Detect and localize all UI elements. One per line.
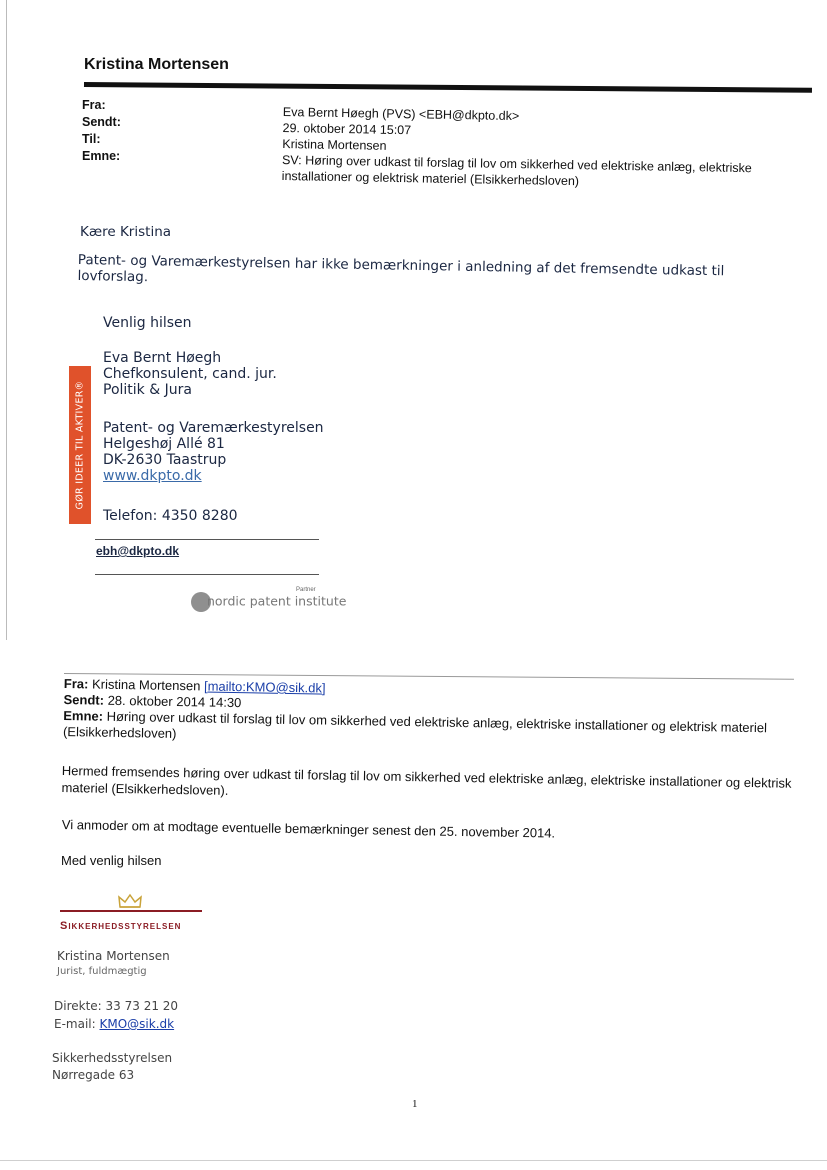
crown-icon	[117, 893, 143, 909]
km-email-link[interactable]: KMO@sik.dk	[99, 1017, 175, 1031]
signature-city: DK-2630 Taastrup	[103, 452, 227, 468]
page-edge	[6, 0, 7, 640]
sikkerhedsstyrelsen-logo: Sikkerhedsstyrelsen	[60, 920, 182, 932]
mailto-link[interactable]: [mailto:KMO@sik.dk]	[203, 678, 326, 696]
to-label: Til:	[82, 132, 101, 146]
header-rule	[84, 82, 812, 93]
website-link[interactable]: www.dkpto.dk	[103, 468, 202, 484]
sent-label: Sendt:	[82, 115, 121, 129]
forwarded-sent-value: 28. oktober 2014 14:30	[107, 692, 242, 711]
forwarded-sent-label: Sendt:	[63, 691, 105, 708]
divider	[95, 539, 319, 540]
logo-line	[60, 910, 202, 912]
km-email	[54, 1017, 174, 1031]
partner-logo	[191, 592, 346, 612]
forwarded-from-label: Fra:	[63, 676, 89, 692]
signature-address: Helgeshøj Allé 81	[103, 436, 225, 452]
signature-phone: Telefon: 4350 8280	[103, 508, 238, 524]
forwarded-subject-value: Høring over udkast til forslag til lov om sikkerhed ved elektriske anlæg, elektriske installationer og elektrisk materiel (Elsikkerhedsloven)	[62, 708, 768, 741]
signature-closing: Venlig hilsen	[103, 315, 192, 331]
forwarded-from-name: Kristina Mortensen	[91, 676, 201, 694]
signature-org: Patent- og Varemærkestyrelsen	[103, 420, 324, 436]
km-phone: Direkte: 33 73 21 20	[54, 999, 179, 1013]
forwarded-body-1: Hermed fremsendes høring over udkast til forslag til lov om sikkerhed ved elektriske anlæg, elektriske installationer og elektrisk materiel (Elsikkerhedsloven).	[61, 762, 792, 798]
sent-value: 29. oktober 2014 15:07	[282, 120, 412, 138]
sender-name: Kristina Mortensen	[84, 56, 229, 73]
forwarded-header	[63, 676, 784, 753]
km-org: Sikkerhedsstyrelsen	[52, 1051, 173, 1065]
badge-text: GØR IDEER TIL AKTIVER®	[74, 380, 86, 510]
subject-label: Emne:	[82, 149, 121, 163]
dkpto-badge	[69, 366, 91, 524]
km-title: Jurist, fuldmægtig	[57, 966, 147, 977]
forwarded-subject-label: Emne:	[63, 707, 104, 724]
greeting: Kære Kristina	[80, 224, 172, 240]
divider	[95, 574, 319, 575]
forwarded-closing: Med venlig hilsen	[61, 853, 162, 868]
signature-org-block	[103, 420, 324, 484]
to-value: Kristina Mortensen	[282, 136, 387, 153]
from-value: Eva Bernt Høegh (PVS) <EBH@dkpto.dk>	[282, 104, 520, 124]
page-bottom-edge	[0, 1160, 827, 1161]
email-link[interactable]: ebh@dkpto.dk	[96, 544, 180, 558]
subject-value: SV: Høring over udkast til forslag til lov om sikkerhed ved elektriske anlæg, elektriske installationer og elektrisk materiel (Elsikkerhedsloven)	[281, 152, 752, 189]
km-name: Kristina Mortensen	[57, 949, 170, 963]
header-values	[282, 104, 763, 192]
partner-label: Partner	[296, 587, 316, 593]
from-label: Fra:	[82, 98, 106, 112]
signature-person	[103, 350, 277, 398]
header-labels	[82, 97, 121, 165]
signature-department: Politik & Jura	[103, 382, 192, 398]
signature-name: Eva Bernt Høegh	[103, 350, 222, 366]
signature-title: Chefkonsulent, cand. jur.	[103, 366, 277, 382]
forwarded-body-2: Vi anmoder om at modtage eventuelle bemærkninger senest den 25. november 2014.	[61, 816, 556, 841]
km-email-label: E-mail:	[54, 1017, 96, 1031]
km-address: Nørregade 63	[52, 1068, 135, 1082]
reply-body: Patent- og Varemærkestyrelsen har ikke bemærkninger i anledning af det fremsendte udkast til lovforslag.	[77, 252, 725, 286]
page-number: 1	[412, 1098, 418, 1110]
partner-logo-text: nordic patent institute	[206, 593, 347, 609]
